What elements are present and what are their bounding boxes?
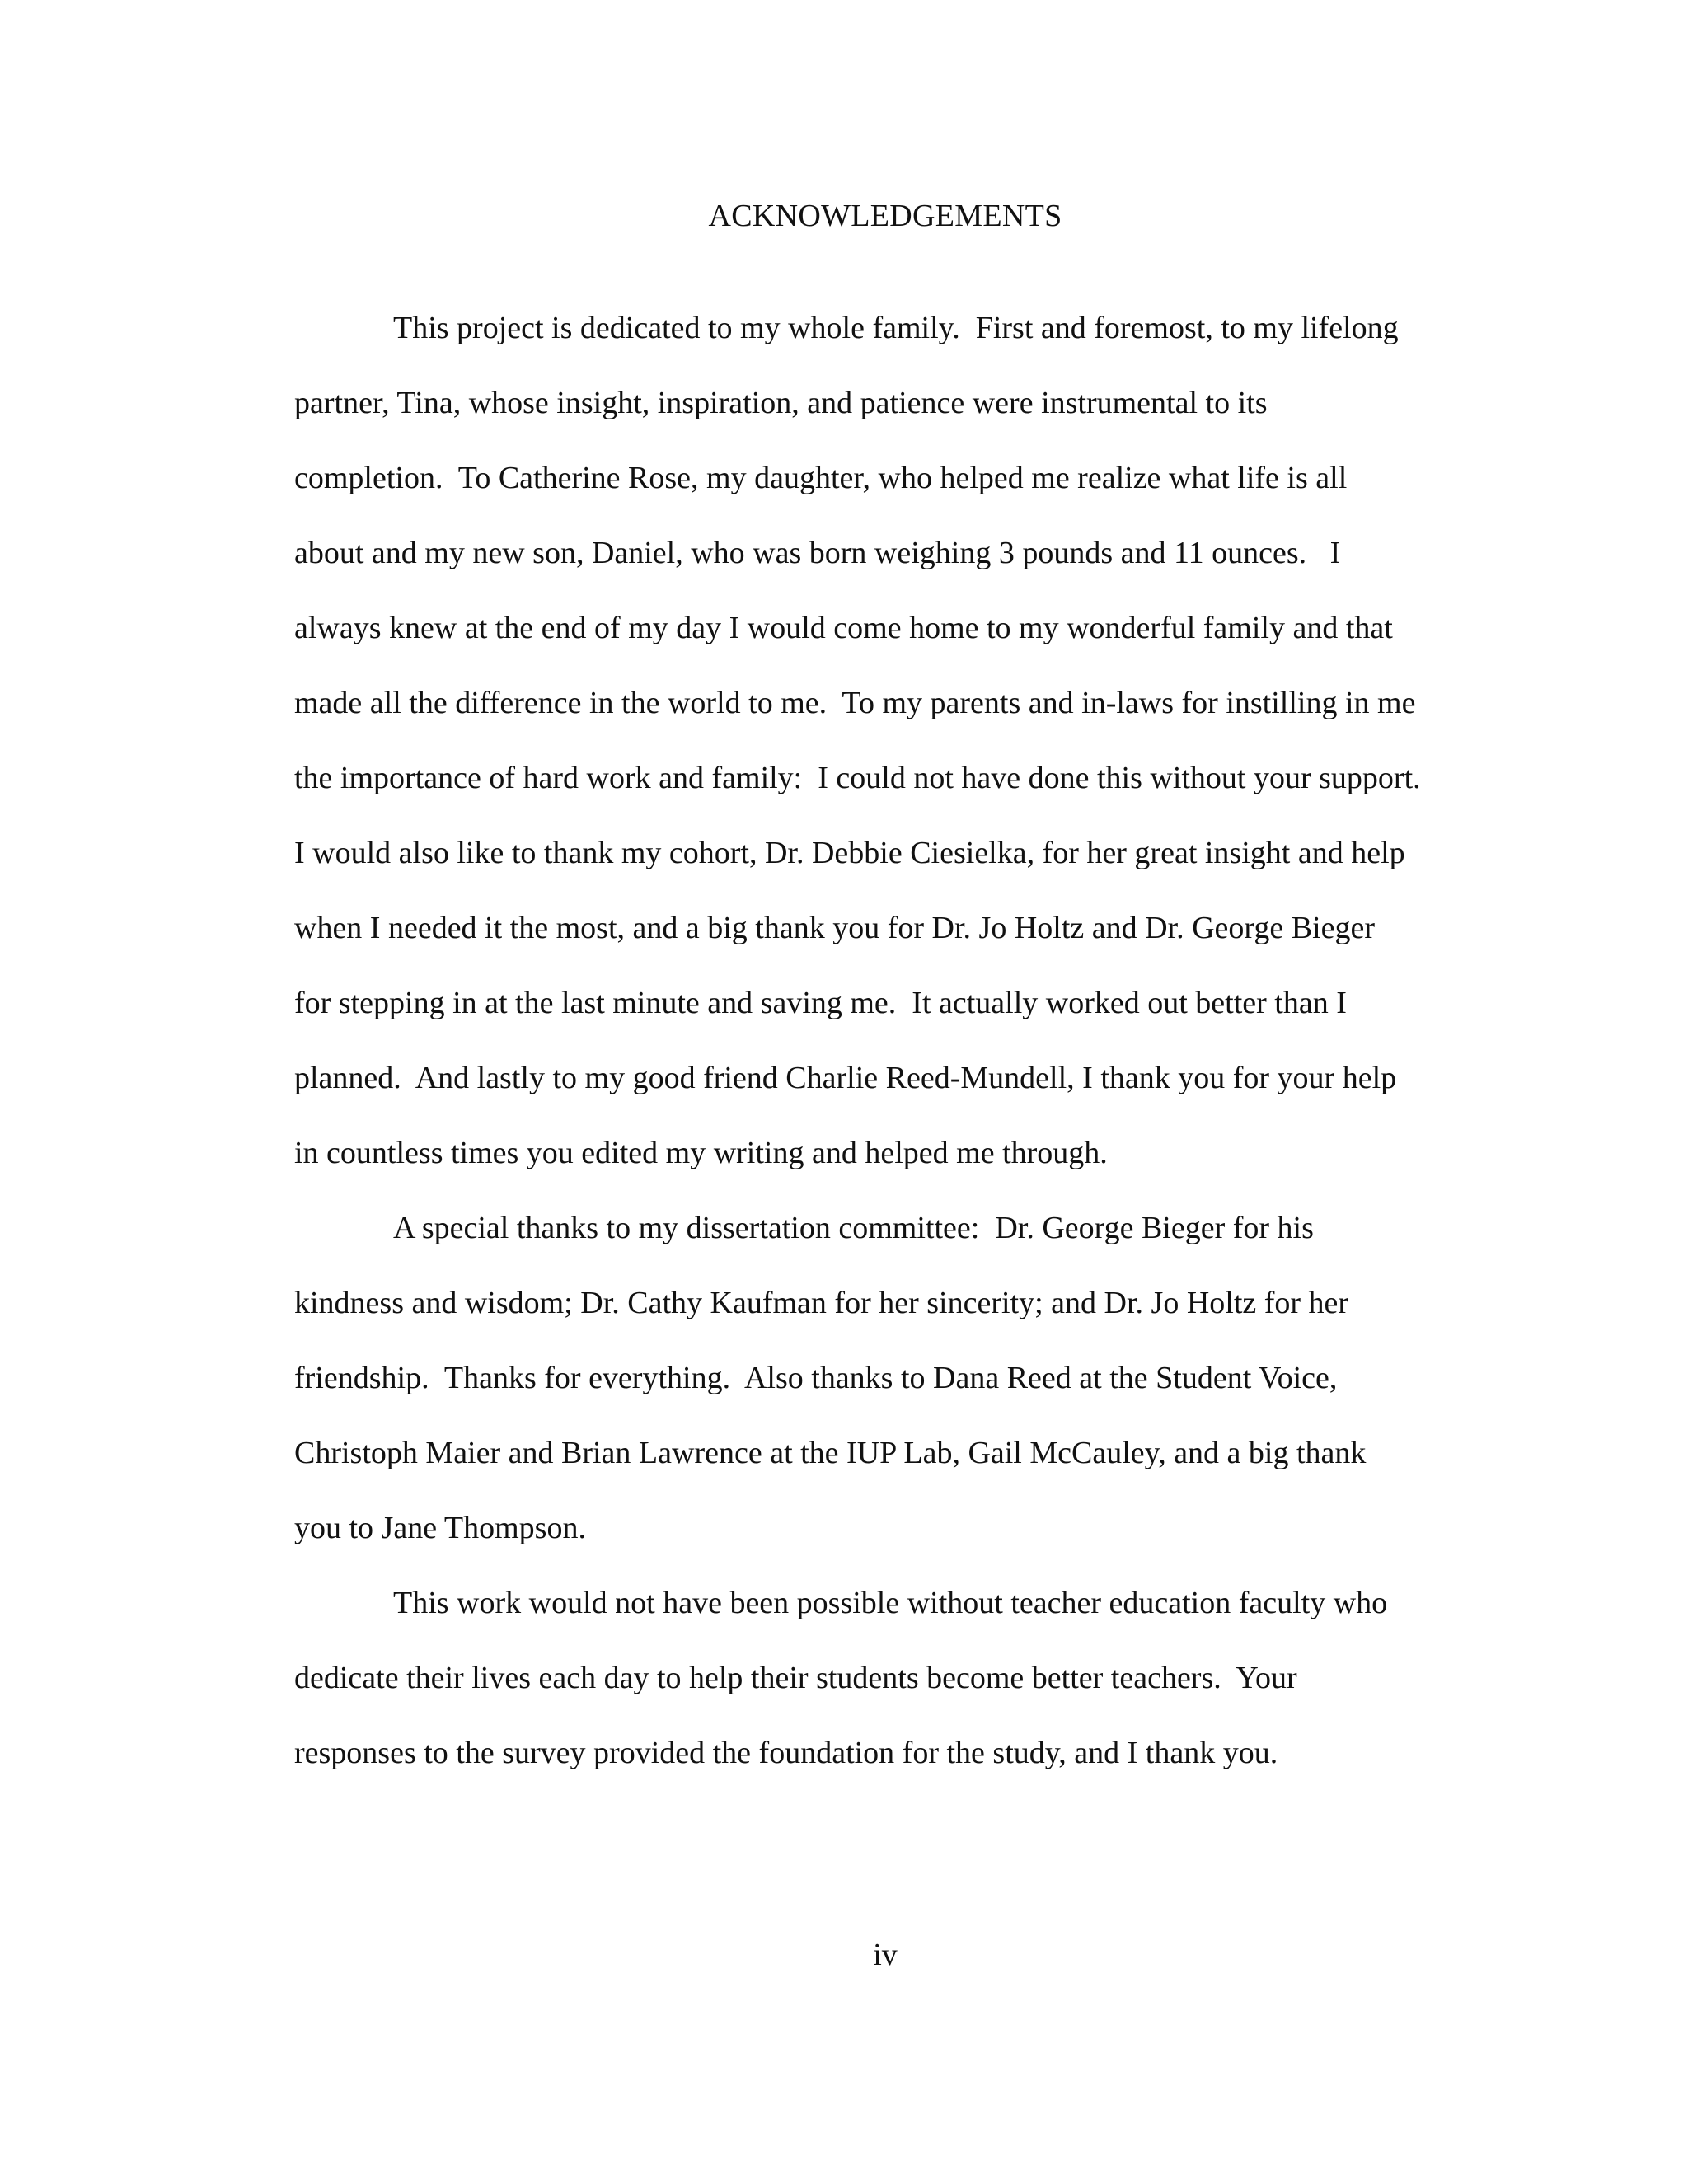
paragraph-2-line-1: A special thanks to my dissertation committee: Dr. George Bieger for his bbox=[393, 1211, 1314, 1245]
paragraph-3-line-3: responses to the survey provided the foundation for the study, and I thank you. bbox=[294, 1736, 1278, 1770]
paragraph-1-line-12: in countless times you edited my writing and helped me through. bbox=[294, 1136, 1108, 1170]
page-number: iv bbox=[873, 1938, 898, 1972]
paragraph-1-line-8: I would also like to thank my cohort, Dr. Debbie Ciesielka, for her great insight and help bbox=[294, 836, 1405, 870]
page-title: ACKNOWLEDGEMENTS bbox=[708, 199, 1062, 233]
paragraph-1-line-6: made all the difference in the world to me. To my parents and in-laws for instilling in me bbox=[294, 686, 1416, 720]
paragraph-1-line-2: partner, Tina, whose insight, inspiration, and patience were instrumental to its bbox=[294, 386, 1268, 420]
paragraph-1-line-3: completion. To Catherine Rose, my daughter, who helped me realize what life is all bbox=[294, 461, 1348, 495]
paragraph-2-line-2: kindness and wisdom; Dr. Cathy Kaufman for her sincerity; and Dr. Jo Holtz for her bbox=[294, 1286, 1349, 1320]
paragraph-2-line-3: friendship. Thanks for everything. Also thanks to Dana Reed at the Student Voice, bbox=[294, 1361, 1338, 1395]
paragraph-1-line-7: the importance of hard work and family: I could not have done this without your support. bbox=[294, 761, 1421, 795]
paragraph-1-line-9: when I needed it the most, and a big thank you for Dr. Jo Holtz and Dr. George Bieger bbox=[294, 911, 1376, 945]
paragraph-1-line-4: about and my new son, Daniel, who was born weighing 3 pounds and 11 ounces. I bbox=[294, 536, 1341, 570]
paragraph-3-line-2: dedicate their lives each day to help their students become better teachers. Your bbox=[294, 1661, 1297, 1695]
paragraph-1-line-5: always knew at the end of my day I would come home to my wonderful family and that bbox=[294, 611, 1393, 645]
paragraph-3-line-1: This work would not have been possible without teacher education faculty who bbox=[393, 1586, 1388, 1620]
paragraph-2-line-4: Christoph Maier and Brian Lawrence at the IUP Lab, Gail McCauley, and a big thank bbox=[294, 1436, 1367, 1470]
paragraph-1-line-11: planned. And lastly to my good friend Charlie Reed-Mundell, I thank you for your help bbox=[294, 1061, 1397, 1095]
paragraph-1-line-10: for stepping in at the last minute and saving me. It actually worked out better than I bbox=[294, 986, 1347, 1020]
paragraph-2-line-5: you to Jane Thompson. bbox=[294, 1511, 586, 1545]
paragraph-1-line-1: This project is dedicated to my whole family. First and foremost, to my lifelong bbox=[393, 311, 1399, 345]
